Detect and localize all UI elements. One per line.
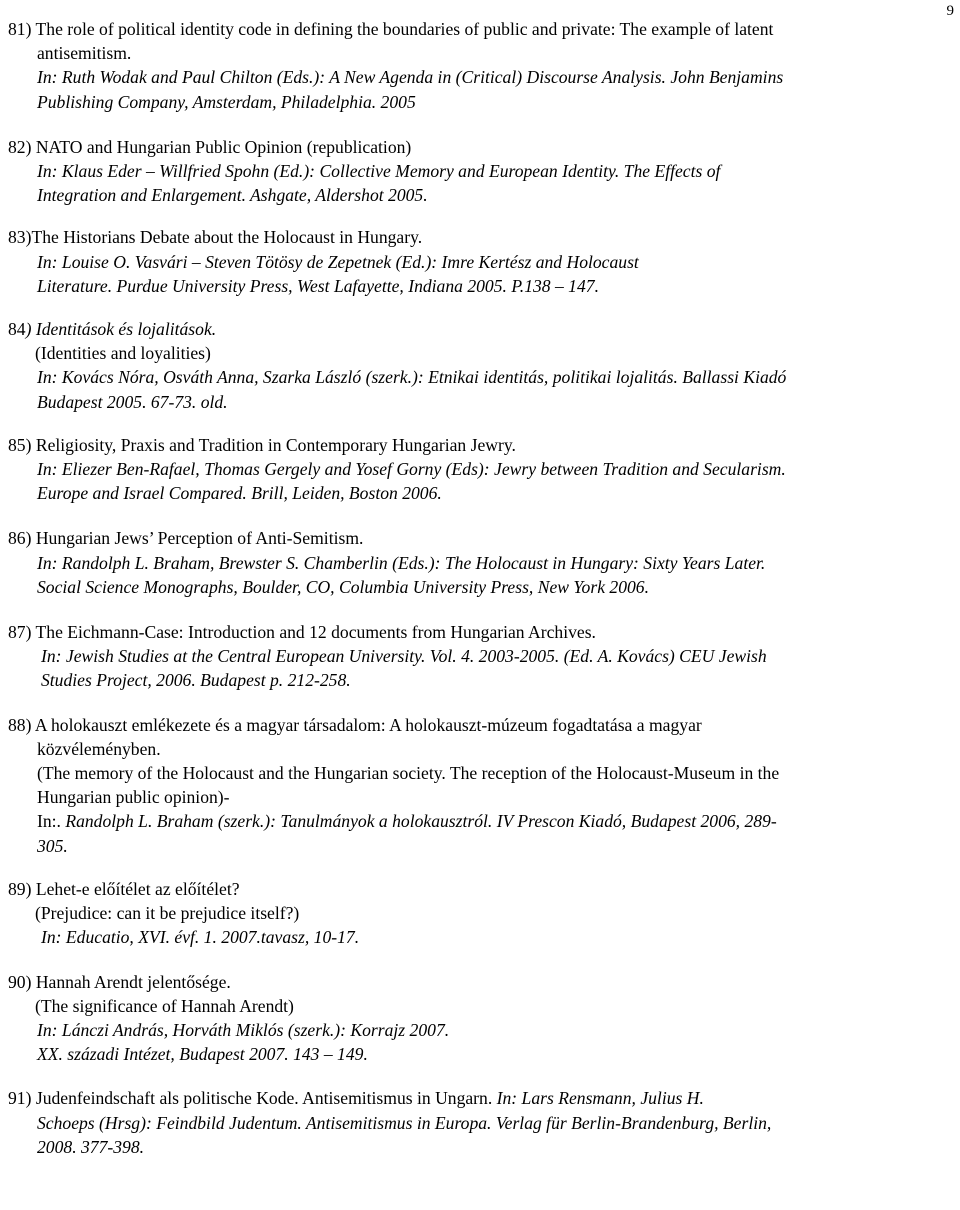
entry-88-source-text: Randolph L. Braham (szerk.): Tanulmányok a holokausztról. IV Prescon Kiadó, Budapest 2006, 289-: [65, 811, 777, 832]
entry-88-source: [8, 809, 952, 833]
publication-entry-88: [8, 713, 952, 858]
publication-entry-89: [8, 877, 952, 950]
entry-82-source: In: Klaus Eder – Willfried Spohn (Ed.): Collective Memory and European Identity. The Effects of: [37, 161, 721, 182]
entry-84-number: 84: [8, 319, 26, 340]
entry-87-source-cont: Studies Project, 2006. Budapest p. 212-258.: [41, 670, 351, 691]
entry-81-source-cont: Publishing Company, Amsterdam, Philadelphia. 2005: [37, 91, 416, 112]
entry-86-source: In: Randolph L. Braham, Brewster S. Chamberlin (Eds.): The Holocaust in Hungary: Sixty Years Later.: [37, 552, 766, 573]
entry-83-source-cont: Literature. Purdue University Press, West Lafayette, Indiana 2005. P.138 – 147.: [37, 275, 599, 296]
entry-84-title-text: ) Identitások és lojalitások.: [25, 319, 217, 340]
entry-88-source-prefix: In:.: [37, 811, 66, 832]
entry-89-translation: (Prejudice: can it be prejudice itself?): [35, 903, 300, 924]
publication-entry-90: [8, 970, 952, 1067]
entry-91-source-cont: 2008. 377-398.: [37, 1136, 145, 1157]
publication-entry-86: [8, 526, 952, 599]
entry-83-title: 83)The Historians Debate about the Holocaust in Hungary.: [8, 227, 423, 248]
entry-90-translation: (The significance of Hannah Arendt): [35, 995, 294, 1016]
entry-83-source: In: Louise O. Vasvári – Steven Tötösy de Zepetnek (Ed.): Imre Kertész and Holocaust: [37, 251, 639, 272]
entry-81-title: 81) The role of political identity code in defining the boundaries of public and private: The example of latent: [8, 19, 774, 39]
entry-88-source-cont: 305.: [37, 835, 68, 856]
entry-82-source-cont: Integration and Enlargement. Ashgate, Aldershot 2005.: [37, 185, 428, 206]
entry-84-title: [8, 317, 952, 341]
entry-90-title: 90) Hannah Arendt jelentősége.: [8, 971, 231, 992]
publication-entry-82: [8, 135, 952, 208]
entry-87-title: 87) The Eichmann-Case: Introduction and 12 documents from Hungarian Archives.: [8, 622, 596, 643]
entry-89-title: 89) Lehet-e előítélet az előítélet?: [8, 878, 240, 899]
entry-88-translation: (The memory of the Holocaust and the Hungarian society. The reception of the Holocaust-Museum in the: [37, 763, 780, 784]
entry-84-source: In: Kovács Nóra, Osváth Anna, Szarka László (szerk.): Etnikai identitás, politikai lojalitás. Ballassi Kiadó: [37, 367, 787, 388]
publication-entry-91: [8, 1086, 952, 1159]
publication-entry-87: [8, 620, 952, 693]
entry-91-source-start: In: Lars Rensmann, Julius H.: [496, 1088, 704, 1109]
entry-88-translation-cont: Hungarian public opinion)-: [37, 787, 230, 808]
entry-85-source-cont: Europe and Israel Compared. Brill, Leiden, Boston 2006.: [37, 483, 442, 504]
publication-entry-84: [8, 317, 952, 414]
entry-81-title-cont: antisemitism.: [37, 43, 132, 64]
publication-entry-81: [8, 17, 952, 114]
entry-90-source: In: Lánczi András, Horváth Miklós (szerk.): Korrajz 2007.: [37, 1019, 450, 1040]
entry-86-source-cont: Social Science Monographs, Boulder, CO, Columbia University Press, New York 2006.: [37, 576, 649, 597]
entry-89-source: In: Educatio, XVI. évf. 1. 2007.tavasz, 10-17.: [41, 927, 360, 948]
entry-87-source: In: Jewish Studies at the Central European University. Vol. 4. 2003-2005. (Ed. A. Kovács) CEU Jewish: [41, 646, 767, 667]
entry-85-source: In: Eliezer Ben-Rafael, Thomas Gergely and Yosef Gorny (Eds): Jewry between Tradition and Secularism.: [37, 459, 786, 480]
publication-entry-83: [8, 225, 952, 298]
entry-82-title: 82) NATO and Hungarian Public Opinion (republication): [8, 136, 412, 157]
entry-86-title: 86) Hungarian Jews’ Perception of Anti-Semitism.: [8, 528, 364, 549]
entry-88-title-cont: közvéleményben.: [37, 738, 161, 759]
publication-entry-85: [8, 433, 952, 506]
entry-85-title: 85) Religiosity, Praxis and Tradition in Contemporary Hungarian Jewry.: [8, 434, 516, 455]
page-number: 9: [946, 3, 954, 19]
entry-91-source: Schoeps (Hrsg): Feindbild Judentum. Antisemitismus in Europa. Verlag für Berlin-Brandenburg, Berlin,: [37, 1112, 772, 1133]
entry-81-source: In: Ruth Wodak and Paul Chilton (Eds.): A New Agenda in (Critical) Discourse Analysis. John Benjamins: [37, 67, 784, 88]
entry-91-title-text: 91) Judenfeindschaft als politische Kode. Antisemitismus in Ungarn.: [8, 1088, 497, 1109]
entry-84-translation: (Identities and loyalities): [35, 343, 211, 364]
entry-91-title: [8, 1086, 952, 1110]
entry-90-source-cont: XX. századi Intézet, Budapest 2007. 143 – 149.: [37, 1044, 368, 1065]
entry-88-title: 88) A holokauszt emlékezete és a magyar társadalom: A holokauszt-múzeum fogadtatása a magyar: [8, 714, 702, 735]
publication-list: [8, 17, 952, 1179]
entry-84-source-cont: Budapest 2005. 67-73. old.: [37, 391, 228, 412]
